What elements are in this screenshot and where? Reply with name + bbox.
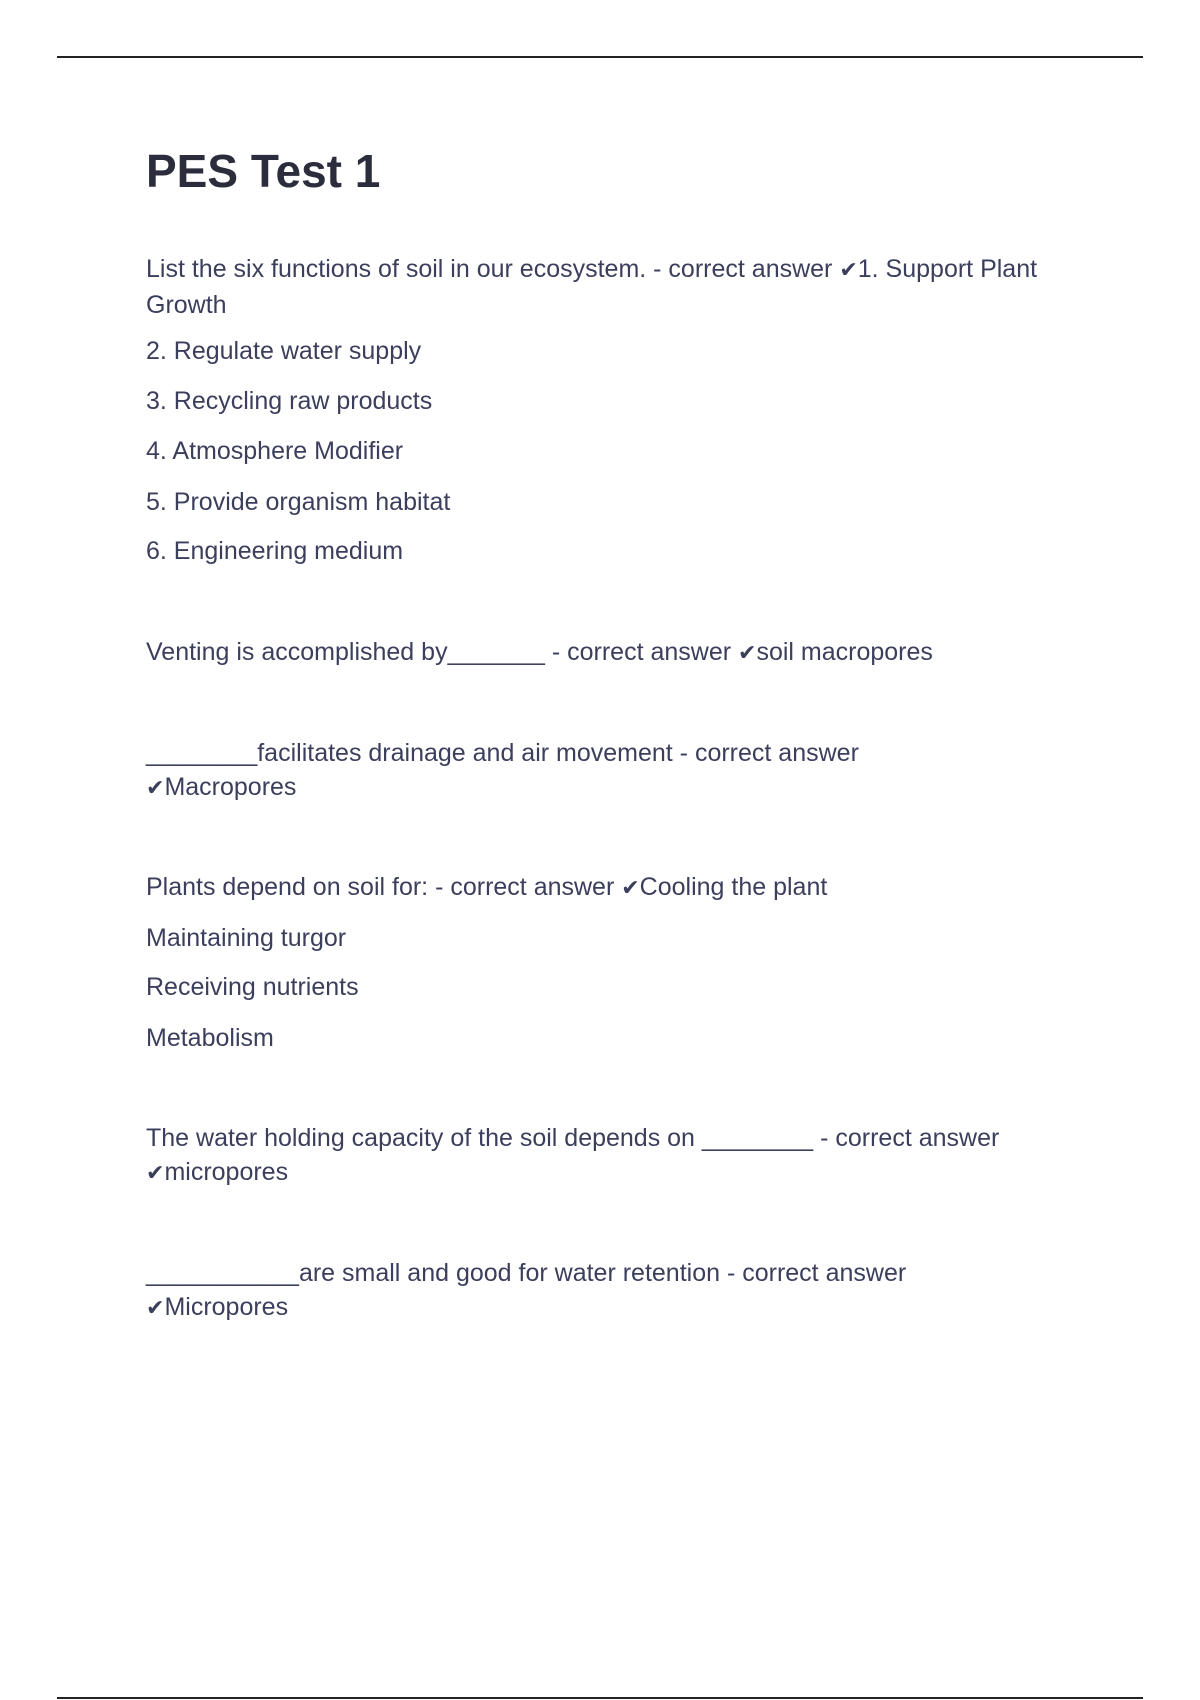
answer-text: Macropores bbox=[164, 773, 297, 801]
answer-text: micropores bbox=[164, 1158, 289, 1186]
answer-line: Receiving nutrients bbox=[146, 973, 359, 1001]
question-text: ________facilitates drainage and air movement - correct answer bbox=[146, 739, 859, 767]
question-text: Venting is accomplished by_______ - correct answer bbox=[146, 638, 738, 666]
qa-item-4 bbox=[146, 870, 1092, 906]
answer-line: 3. Recycling raw products bbox=[146, 387, 433, 415]
checkmark-icon: ✔ bbox=[738, 641, 757, 666]
answer-line: 2. Regulate water supply bbox=[146, 337, 422, 365]
top-rule bbox=[57, 56, 1143, 58]
answer-line: 6. Engineering medium bbox=[146, 537, 404, 565]
answer-text: 1. Support Plant Growth bbox=[146, 255, 1038, 319]
answer-line: Maintaining turgor bbox=[146, 924, 347, 952]
answer-line: Metabolism bbox=[146, 1024, 274, 1052]
checkmark-icon: ✔ bbox=[146, 1296, 165, 1321]
qa-item-1 bbox=[146, 252, 1092, 322]
qa-item-5 bbox=[146, 1121, 1092, 1191]
answer-line: 4. Atmosphere Modifier bbox=[146, 437, 404, 465]
checkmark-icon: ✔ bbox=[146, 1161, 165, 1186]
checkmark-icon: ✔ bbox=[621, 876, 640, 901]
question-text: The water holding capacity of the soil depends on ________ - correct answer bbox=[146, 1124, 1000, 1152]
qa-item-6 bbox=[146, 1256, 1006, 1326]
answer-text: Micropores bbox=[164, 1293, 289, 1321]
question-text: List the six functions of soil in our ecosystem. - correct answer bbox=[146, 255, 840, 283]
answer-line: 5. Provide organism habitat bbox=[146, 488, 451, 516]
answer-text: soil macropores bbox=[756, 638, 933, 666]
question-text: ___________are small and good for water retention - correct answer bbox=[146, 1259, 907, 1287]
page-title: PES Test 1 bbox=[146, 145, 381, 197]
qa-item-3 bbox=[146, 736, 966, 806]
bottom-rule bbox=[57, 1697, 1143, 1699]
qa-item-2 bbox=[146, 635, 1092, 671]
checkmark-icon: ✔ bbox=[146, 776, 165, 801]
question-text: Plants depend on soil for: - correct answer bbox=[146, 873, 622, 901]
answer-text: Cooling the plant bbox=[639, 873, 828, 901]
checkmark-icon: ✔ bbox=[839, 258, 858, 283]
